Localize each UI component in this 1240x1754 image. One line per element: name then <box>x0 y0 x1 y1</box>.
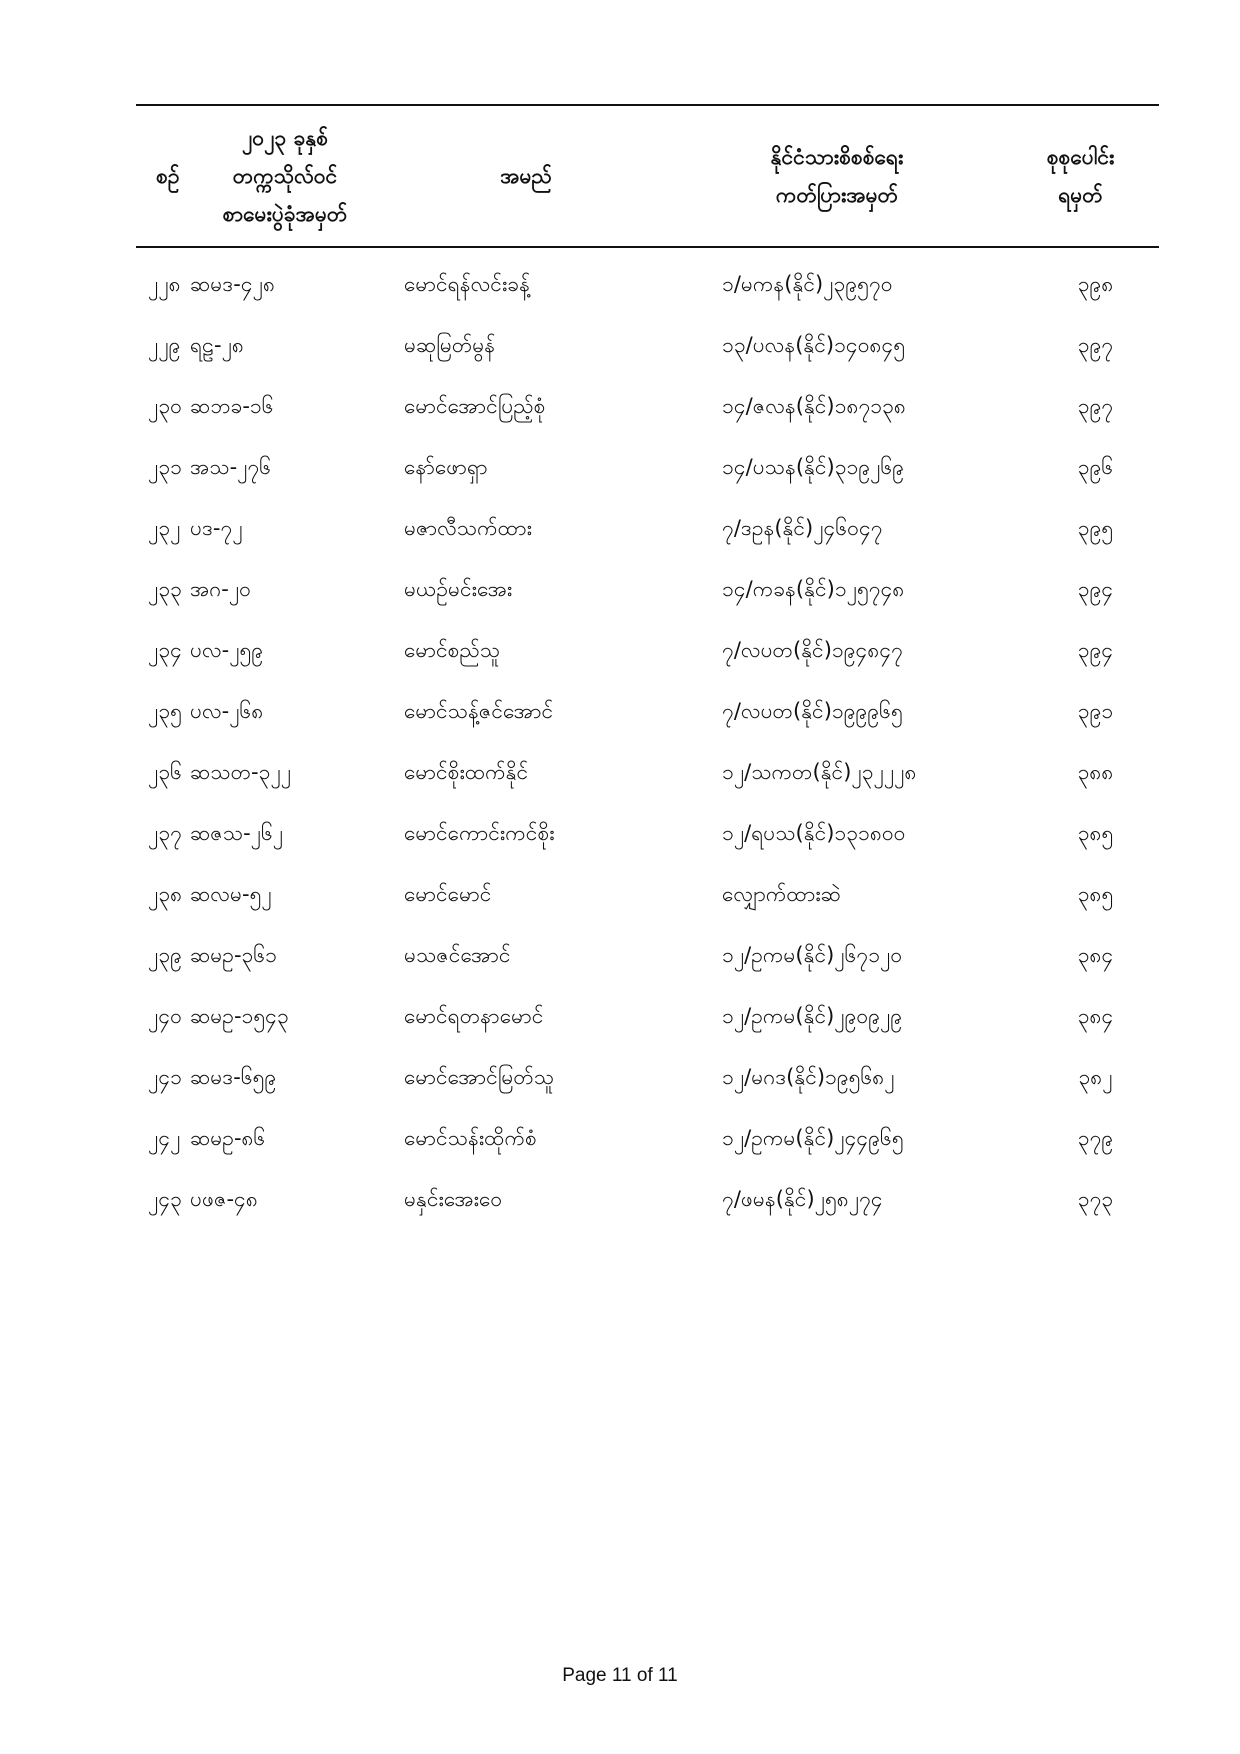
cell-roll-number: ဆသတ-၃၂၂ <box>190 760 292 784</box>
cell-nrc: ၁၃/ပလန(နိုင်)၁၄၀၈၄၅ <box>722 333 906 357</box>
cell-roll-number: ဆလမ-၅၂ <box>190 882 272 906</box>
header-name <box>380 106 672 247</box>
cell-name: မောင်ရတနာမောင် <box>404 1004 544 1028</box>
header-line: ရမှတ် <box>1058 183 1103 207</box>
cell-roll-number: ပလ-၂၆၈ <box>190 699 264 723</box>
cell-serial-no: ၂၃၀ <box>148 394 182 418</box>
cell-roll-number: ဆမဥ-၁၅၄၃ <box>190 1004 289 1028</box>
cell-nrc: ၁၂/မဂဒ(နိုင်)၁၉၅၆၈၂ <box>722 1065 895 1089</box>
results-table-container <box>136 104 1159 1232</box>
cell-nrc: ၁၂/ရပသ(နိုင်)၁၃၁၈၀၀ <box>722 821 906 845</box>
cell-serial-no: ၂၄၁ <box>148 1065 182 1089</box>
cell-nrc: ၁၂/ဥကမ(နိုင်)၂၄၄၉၆၅ <box>722 1126 904 1150</box>
cell-serial-no: ၂၃၄ <box>148 638 182 662</box>
header-roll-number <box>190 106 380 247</box>
table-row <box>136 1171 1159 1232</box>
cell-total-marks: ၃၈၈ <box>1077 760 1114 784</box>
cell-total-marks: ၃၈၄ <box>1077 943 1114 967</box>
cell-serial-no: ၂၃၉ <box>148 943 182 967</box>
cell-roll-number: ဆမဒ-၄၂၈ <box>190 272 275 296</box>
cell-total-marks: ၃၉၈ <box>1077 272 1114 296</box>
cell-name: မောင်အောင်ပြည့်စုံ <box>404 394 546 418</box>
table-row <box>136 866 1159 927</box>
table-body <box>136 247 1159 1232</box>
results-table <box>136 106 1159 1232</box>
cell-nrc: လျှောက်ထားဆဲ <box>722 882 841 906</box>
table-row <box>136 988 1159 1049</box>
table-row <box>136 439 1159 500</box>
header-line: စုစုပေါင်း <box>1046 145 1115 169</box>
cell-name: မောင်စိုးထက်နိုင် <box>404 760 529 784</box>
cell-roll-number: ပဒ-၇၂ <box>190 516 243 540</box>
cell-name: မဇာလီသက်ထား <box>404 516 532 540</box>
table-row <box>136 247 1159 317</box>
cell-nrc: ၁၂/ဥကမ(နိုင်)၂၆၇၁၂၀ <box>722 943 903 967</box>
cell-nrc: ၇/ဒဥန(နိုင်)၂၄၆၀၄၇ <box>722 516 883 540</box>
cell-nrc: ၇/ဖမန(နိုင်)၂၅၈၂၇၄ <box>722 1187 883 1211</box>
cell-serial-no: ၂၄၀ <box>148 1004 182 1028</box>
cell-total-marks: ၃၈၅ <box>1077 882 1114 906</box>
cell-nrc: ၇/လပတ(နိုင်)၁၉၉၉၆၅ <box>722 699 903 723</box>
cell-name: မောင်သန့်ဇင်အောင် <box>404 699 554 723</box>
cell-serial-no: ၂၃၇ <box>148 821 182 845</box>
cell-name: မောင်အောင်မြတ်သူ <box>404 1065 555 1089</box>
cell-name: မောင်ရန်လင်းခန့် <box>404 272 530 296</box>
table-row <box>136 927 1159 988</box>
cell-roll-number: ဆဘခ-၁၆ <box>190 394 274 418</box>
cell-serial-no: ၂၂၈ <box>148 272 181 296</box>
cell-nrc: ၁၄/ပသန(နိုင်)၃၁၉၂၆၉ <box>722 455 905 479</box>
cell-total-marks: ၃၉၇ <box>1077 333 1114 357</box>
header-line: ကတ်ပြားအမှတ် <box>775 183 899 207</box>
header-total-marks <box>1002 106 1159 247</box>
table-row <box>136 317 1159 378</box>
cell-roll-number: ဆမဥ-၈၆ <box>190 1126 266 1150</box>
cell-roll-number: ပဖဇ-၄၈ <box>190 1187 258 1211</box>
cell-serial-no: ၂၂၉ <box>148 333 181 357</box>
header-serial-no <box>136 106 190 247</box>
cell-roll-number: ဆဇသ-၂၆၂ <box>190 821 284 845</box>
cell-roll-number: ဆမဒ-၆၅၉ <box>190 1065 277 1089</box>
cell-name: မောင်သန်းထိုက်စံ <box>404 1126 537 1150</box>
cell-nrc: ၁၂/ဥကမ(နိုင်)၂၉၀၉၂၉ <box>722 1004 903 1028</box>
cell-total-marks: ၃၉၆ <box>1077 455 1114 479</box>
table-header <box>136 106 1159 247</box>
cell-total-marks: ၃၇၃ <box>1077 1187 1114 1211</box>
header-line: ၂၀၂၃ ခုနှစ် <box>241 126 329 150</box>
cell-nrc: ၁/မကန(နိုင်)၂၃၉၅၇၀ <box>722 272 893 296</box>
header-nrc <box>672 106 1002 247</box>
cell-serial-no: ၂၄၂ <box>148 1126 181 1150</box>
page-footer: Page 11 of 11 <box>562 1665 678 1686</box>
table-row <box>136 744 1159 805</box>
table-row <box>136 683 1159 744</box>
cell-serial-no: ၂၃၂ <box>148 516 181 540</box>
cell-name: မဆုမြတ်မွန် <box>404 333 496 357</box>
cell-nrc: ၁၄/ကခန(နိုင်)၁၂၅၇၄၈ <box>722 577 905 601</box>
table-row <box>136 561 1159 622</box>
cell-total-marks: ၃၉၄ <box>1077 638 1114 662</box>
cell-serial-no: ၂၄၃ <box>148 1187 182 1211</box>
header-line: စဉ် <box>156 164 180 188</box>
cell-roll-number: အဂ-၂၀ <box>190 577 251 601</box>
cell-serial-no: ၂၃၅ <box>148 699 182 723</box>
table-row <box>136 500 1159 561</box>
cell-serial-no: ၂၃၈ <box>148 882 183 906</box>
cell-total-marks: ၃၉၅ <box>1077 516 1114 540</box>
cell-total-marks: ၃၇၉ <box>1077 1126 1114 1150</box>
cell-nrc: ၁၄/ဇလန(နိုင်)၁၈၇၁၃၈ <box>722 394 906 418</box>
header-line: အမည် <box>500 164 552 188</box>
cell-name: မောင်ကောင်းကင်စိုး <box>404 821 555 845</box>
cell-total-marks: ၃၉၇ <box>1077 394 1114 418</box>
header-line: တက္ကသိုလ်ဝင် <box>232 164 338 188</box>
table-row <box>136 1049 1159 1110</box>
cell-total-marks: ၃၈၂ <box>1078 1065 1113 1089</box>
table-row <box>136 622 1159 683</box>
cell-name: နော်ဖောရှာ <box>404 455 488 479</box>
cell-name: မနှင်းအေးဝေ <box>404 1187 503 1211</box>
cell-total-marks: ၃၈၅ <box>1077 821 1114 845</box>
header-line: နိုင်ငံသားစိစစ်ရေး <box>770 145 904 169</box>
cell-serial-no: ၂၃၃ <box>148 577 182 601</box>
cell-total-marks: ၃၉၄ <box>1077 577 1114 601</box>
cell-name: မောင်မောင် <box>404 882 492 906</box>
header-line: စာမေးပွဲခုံအမှတ် <box>222 202 348 226</box>
cell-roll-number: အသ-၂၇၆ <box>190 455 272 479</box>
cell-serial-no: ၂၃၁ <box>148 455 182 479</box>
cell-nrc: ၇/လပတ(နိုင်)၁၉၄၈၄၇ <box>722 638 903 662</box>
table-row <box>136 805 1159 866</box>
cell-serial-no: ၂၃၆ <box>148 760 182 784</box>
cell-nrc: ၁၂/သကတ(နိုင်)၂၃၂၂၂၈ <box>722 760 917 784</box>
cell-name: မယဉ်မင်းအေး <box>404 577 513 601</box>
cell-roll-number: ရဠ-၂၈ <box>190 333 244 357</box>
table-row <box>136 378 1159 439</box>
cell-total-marks: ၃၈၄ <box>1077 1004 1114 1028</box>
cell-roll-number: ဆမဥ-၃၆၁ <box>190 943 277 967</box>
cell-total-marks: ၃၉၁ <box>1077 699 1114 723</box>
cell-name: မသဇင်အောင် <box>404 943 511 967</box>
table-row <box>136 1110 1159 1171</box>
cell-name: မောင်စည်သူ <box>404 638 501 662</box>
cell-roll-number: ပလ-၂၅၉ <box>190 638 264 662</box>
